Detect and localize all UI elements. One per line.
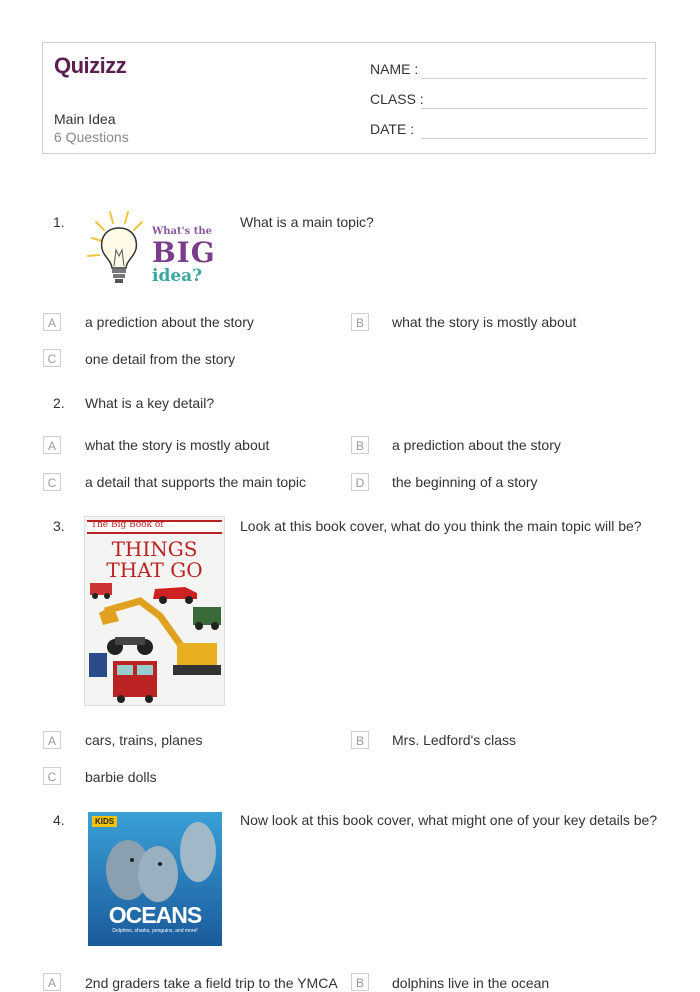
option-text: 2nd graders take a field trip to the YMCA	[85, 975, 338, 991]
nat-geo-kids-badge: KIDS	[92, 816, 117, 827]
option-letter: A	[43, 313, 61, 331]
question-text: What is a key detail?	[85, 395, 215, 411]
big-idea-line3: idea?	[152, 266, 203, 286]
big-idea-line2: BIG	[152, 236, 216, 269]
cover-caption: Dolphins, sharks, penguins, and more!	[112, 928, 198, 934]
option-letter: A	[43, 973, 61, 991]
option-text: Mrs. Ledford's class	[392, 732, 517, 748]
vehicles-illustration	[85, 581, 224, 705]
option-letter: B	[351, 436, 369, 454]
option-letter: B	[351, 973, 369, 991]
option-text: one detail from the story	[85, 351, 236, 367]
things-that-go-cover	[84, 516, 225, 706]
option-text: what the story is mostly about	[85, 437, 270, 453]
cover-title: OCEANS	[108, 902, 202, 928]
option-letter: D	[351, 473, 369, 491]
name-label: NAME :	[370, 61, 419, 77]
option-text: dolphins live in the ocean	[392, 975, 550, 991]
dolphins-illustration	[88, 822, 222, 902]
big-idea-image	[84, 208, 228, 292]
option-text: cars, trains, planes	[85, 732, 203, 748]
question-text: Now look at this book cover, what might one of your key details be?	[240, 812, 658, 828]
option-letter: A	[43, 731, 61, 749]
question-text: Look at this book cover, what do you think the main topic will be?	[240, 518, 642, 534]
option-letter: B	[351, 313, 369, 331]
option-text: what the story is mostly about	[392, 314, 577, 330]
question-number: 2.	[53, 395, 65, 411]
quizizz-logo: Quizizz	[54, 53, 127, 78]
name-line	[421, 78, 647, 79]
option-text: a prediction about the story	[85, 314, 254, 330]
option-letter: C	[43, 349, 61, 367]
option-letter: C	[43, 473, 61, 491]
big-idea-line1: What's the	[152, 226, 213, 237]
option-letter: B	[351, 731, 369, 749]
cover-title-1: THINGS	[111, 537, 198, 561]
option-text: barbie dolls	[85, 769, 157, 785]
question-number: 1.	[53, 214, 65, 230]
worksheet-header	[42, 42, 656, 154]
question-count: 6 Questions	[54, 129, 129, 145]
option-text: the beginning of a story	[392, 474, 538, 490]
option-letter: C	[43, 767, 61, 785]
cover-title-2: THAT GO	[106, 558, 203, 582]
worksheet-title: Main Idea	[54, 111, 116, 127]
question-number: 4.	[53, 812, 65, 828]
question-text: What is a main topic?	[240, 214, 374, 230]
option-text: a prediction about the story	[392, 437, 561, 453]
oceans-cover	[88, 812, 222, 946]
cover-series: The Big Book of	[91, 520, 164, 530]
date-label: DATE :	[370, 121, 415, 137]
date-line	[421, 138, 647, 139]
question-number: 3.	[53, 518, 65, 534]
class-line	[421, 108, 647, 109]
option-text: a detail that supports the main topic	[85, 474, 307, 490]
option-letter: A	[43, 436, 61, 454]
class-label: CLASS :	[370, 91, 424, 107]
